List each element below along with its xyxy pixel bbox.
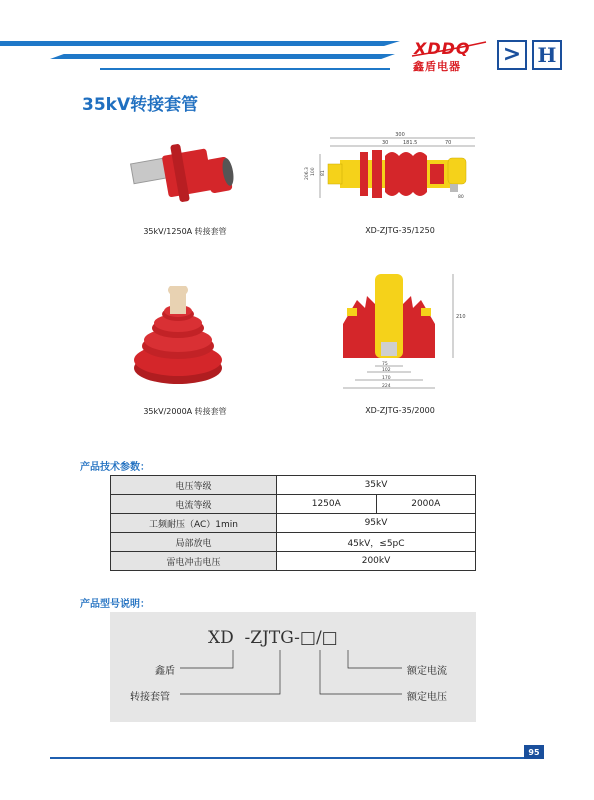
section-letter: H (532, 40, 562, 70)
spec-value: 200kV (277, 552, 476, 571)
footer-line (50, 757, 544, 759)
dim-h1: 100 (311, 167, 316, 176)
dim-d2: 102 (382, 368, 391, 373)
caption-photo-1250a: 35kV/1250A 转接套管 (143, 227, 227, 236)
caption-drawing-1250: XD-ZJTG-35/1250 (365, 226, 435, 235)
table-row (111, 476, 476, 495)
dim-c: 70 (445, 140, 452, 146)
spec-value: 95kV (277, 514, 476, 533)
spec-value: 2000A (376, 495, 476, 514)
table-row (111, 552, 476, 571)
header-stripe-thin (100, 68, 390, 70)
table-row (111, 514, 476, 533)
page-number: 95 (524, 745, 544, 759)
spec-value: 1250A (277, 495, 377, 514)
brand-name: 鑫盾电器 (413, 60, 461, 73)
caption-drawing-2000: XD-ZJTG-35/2000 (365, 406, 435, 415)
dim-d3: 170 (382, 376, 391, 381)
header-stripe-bottom (50, 54, 395, 59)
chevron-right-icon[interactable]: > (497, 40, 527, 70)
dim-d4: 224 (382, 384, 391, 389)
dim-total: 300 (395, 132, 405, 138)
dim-h: 210 (456, 314, 466, 320)
drawing-1250 (300, 128, 500, 218)
header-stripe-top (0, 41, 400, 46)
product-photo-1250a (120, 138, 240, 218)
spec-value: 45kV，≤5pC (277, 533, 476, 552)
dim-b: 181.5 (403, 140, 418, 146)
table-row (111, 533, 476, 552)
specs-table (110, 475, 476, 571)
spec-label: 工频耐压（AC）1min (111, 514, 277, 533)
spec-value: 35kV (277, 476, 476, 495)
model-heading: 产品型号说明： (80, 599, 150, 610)
spec-label: 雷电冲击电压 (111, 552, 277, 571)
table-row (111, 495, 476, 514)
caption-photo-2000a: 35kV/2000A 转接套管 (143, 407, 227, 416)
model-label-type: 转接套管 (130, 692, 170, 703)
model-code: XD -ZJTG-□/□ (208, 628, 338, 648)
brand-logo-text: XDDQ (414, 39, 471, 58)
dim-a: 30 (382, 140, 389, 146)
product-photo-2000a (128, 280, 228, 390)
model-label-rated-current: 额定电流 (407, 666, 447, 677)
spec-label: 电压等级 (111, 476, 277, 495)
model-label-rated-voltage: 额定电压 (407, 692, 447, 703)
page-title: 35kV转接套管 (82, 95, 199, 115)
drawing-2000 (325, 268, 475, 398)
dim-d1: 75 (382, 362, 388, 367)
model-label-brand: 鑫盾 (155, 666, 175, 677)
dim-d: 80 (458, 195, 464, 200)
dim-h2: 81 (321, 170, 326, 176)
spec-label: 电流等级 (111, 495, 277, 514)
spec-label: 局部放电 (111, 533, 277, 552)
specs-heading: 产品技术参数： (80, 462, 150, 473)
dim-h3: 206.3 (305, 167, 310, 180)
